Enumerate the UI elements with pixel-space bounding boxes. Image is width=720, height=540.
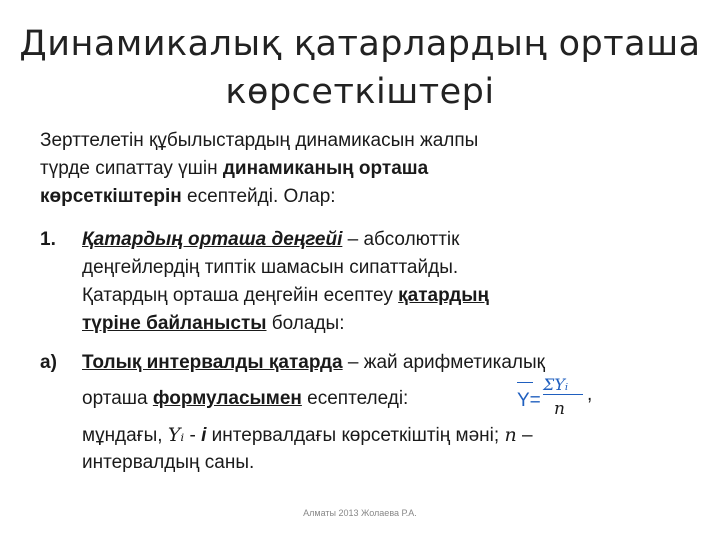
slide-footer: Алматы 2013 Жолаева Р.А. xyxy=(303,508,417,518)
itemA-heading: Толық интервалды қатарда xyxy=(82,352,343,373)
itemA-line-2 xyxy=(82,386,408,412)
y-overbar xyxy=(517,382,533,383)
math-i: i xyxy=(201,425,207,446)
item1-line-2 xyxy=(82,255,458,281)
formula-numerator: ΣYᵢ xyxy=(543,375,569,394)
intro-line-1 xyxy=(40,128,478,154)
slide-title-line-2: көрсеткіштері xyxy=(225,72,495,112)
itemA-text: - xyxy=(184,425,202,446)
item1-line-1 xyxy=(82,227,459,253)
itemA-text: интервалдағы көрсеткіштің мәні; xyxy=(206,425,505,446)
item1-bold-term: қатардың xyxy=(398,285,489,306)
item1-text: болады: xyxy=(266,313,345,334)
item1-heading: Қатардың орташа деңгейі xyxy=(82,229,343,250)
item1-text: деңгейлердің типтік шамасын сипаттайды. xyxy=(82,257,459,278)
itemA-text: интервалдың саны. xyxy=(82,452,255,473)
intro-bold-term: көрсеткіштерін xyxy=(40,186,182,207)
itemA-text: – xyxy=(516,425,533,446)
item1-line-4 xyxy=(82,311,345,337)
formula-fraction-bar xyxy=(543,394,583,395)
math-yi: Yᵢ xyxy=(167,424,185,446)
itemA-bold-term: формуласымен xyxy=(152,388,302,409)
slide-title-line-1: Динамикалық қатарлардың орташа xyxy=(19,24,701,64)
mean-formula xyxy=(517,372,607,420)
item1-line-3 xyxy=(82,283,489,309)
item1-text: Қатардың орташа деңгейін есептеу xyxy=(82,285,399,306)
itemA-text: – жай арифметикалық xyxy=(342,352,545,373)
intro-line-2 xyxy=(40,156,428,182)
itemA-line-3 xyxy=(82,422,533,449)
intro-bold-term: динамиканың орташа xyxy=(222,158,429,179)
itemA-text: орташа xyxy=(82,388,153,409)
list-marker-1: 1. xyxy=(40,229,56,250)
itemA-line-4 xyxy=(82,450,254,476)
itemA-text: мұндағы, xyxy=(82,425,168,446)
formula-denominator: n xyxy=(554,399,565,419)
item1-text: – абсолюттік xyxy=(342,229,460,250)
math-n: n xyxy=(504,424,517,446)
itemA-text: есептеледі: xyxy=(301,388,409,409)
intro-line-3 xyxy=(40,184,336,210)
item1-bold-term: түріне байланысты xyxy=(82,313,267,334)
intro-text: Зерттелетін құбылыстардың динамикасын жалпы xyxy=(40,130,479,151)
formula-lhs: Y= xyxy=(517,390,541,411)
list-marker-a: а) xyxy=(40,352,57,373)
slide-title xyxy=(0,20,720,116)
intro-text: түрде сипаттау үшін xyxy=(40,158,223,179)
formula-comma: , xyxy=(587,384,593,405)
itemA-line-1 xyxy=(82,350,545,376)
intro-text: есептейді. Олар: xyxy=(181,186,336,207)
